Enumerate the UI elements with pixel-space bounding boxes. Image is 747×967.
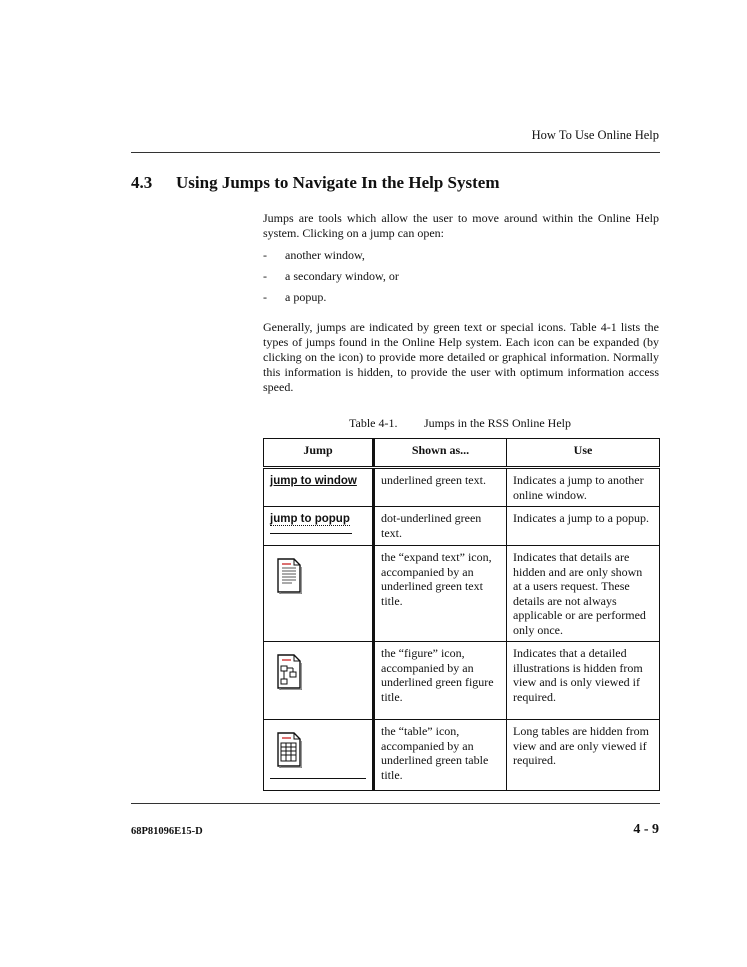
description-paragraph: Generally, jumps are indicated by green text or special icons. Table 4-1 lists the types of jumps found in the Online Help system. Each icon can be expanded (by clicking on the icon) to provide more detailed or graphical information. Normally this information is hidden, to provide the user with optimum information access speed. — [263, 320, 659, 394]
footer-rule — [131, 803, 660, 804]
table-header-row — [264, 439, 660, 468]
table-row — [264, 468, 660, 507]
table-row — [264, 642, 660, 720]
list-item-text: a secondary window, or — [285, 269, 399, 283]
popup-divider — [270, 533, 352, 534]
bullet-list — [263, 248, 399, 311]
figure-icon[interactable] — [276, 652, 302, 694]
use-cell: Indicates a jump to a popup. — [507, 507, 660, 546]
table-row — [264, 720, 660, 791]
caption-title: Jumps in the RSS Online Help — [424, 416, 572, 430]
table-icon-divider — [270, 778, 366, 779]
document-code: 68P81096E15-D — [131, 826, 203, 837]
use-cell: Indicates that a detailed illustrations is hidden from view and is only viewed if required. — [507, 642, 660, 720]
list-item-text: a popup. — [285, 290, 327, 304]
bullet-dash: - — [263, 290, 267, 304]
jump-to-window-link[interactable]: jump to window — [270, 475, 357, 487]
jumps-table — [263, 438, 660, 791]
shown-as-cell: the “expand text” icon, accompanied by an underlined green text title. — [374, 546, 507, 642]
jump-to-popup-link[interactable]: jump to popup — [270, 513, 350, 525]
use-cell: Indicates a jump to another online window. — [507, 468, 660, 507]
list-item — [263, 248, 399, 269]
header-jump: Jump — [264, 439, 374, 468]
table-caption — [349, 416, 571, 431]
bullet-dash: - — [263, 248, 267, 262]
header-shown-as: Shown as... — [374, 439, 507, 468]
list-item — [263, 290, 399, 311]
list-item — [263, 269, 399, 290]
shown-as-cell: the “figure” icon, accompanied by an underlined green figure title. — [374, 642, 507, 720]
shown-as-cell: underlined green text. — [374, 468, 507, 507]
table-row — [264, 546, 660, 642]
page-number: 4 - 9 — [633, 822, 659, 837]
intro-paragraph: Jumps are tools which allow the user to move around within the Online Help system. Clicking on a jump can open: — [263, 211, 659, 240]
expand-text-icon[interactable] — [276, 556, 302, 598]
section-title: Using Jumps to Navigate In the Help System — [176, 173, 500, 192]
bullet-dash: - — [263, 269, 267, 283]
list-item-text: another window, — [285, 248, 365, 262]
shown-as-cell: dot-underlined green text. — [374, 507, 507, 546]
running-header: How To Use Online Help — [531, 128, 659, 142]
table-row — [264, 507, 660, 546]
table-icon[interactable] — [276, 730, 302, 772]
shown-as-cell: the “table” icon, accompanied by an underlined green table title. — [374, 720, 507, 791]
section-heading — [131, 173, 500, 193]
use-cell: Long tables are hidden from view and are only viewed if required. — [507, 720, 660, 791]
header-rule — [131, 152, 660, 153]
caption-label: Table 4-1. — [349, 416, 398, 430]
header-use: Use — [507, 439, 660, 468]
section-number: 4.3 — [131, 173, 153, 192]
use-cell: Indicates that details are hidden and are only shown at a users request. These details are not always applicable or are performed only once. — [507, 546, 660, 642]
